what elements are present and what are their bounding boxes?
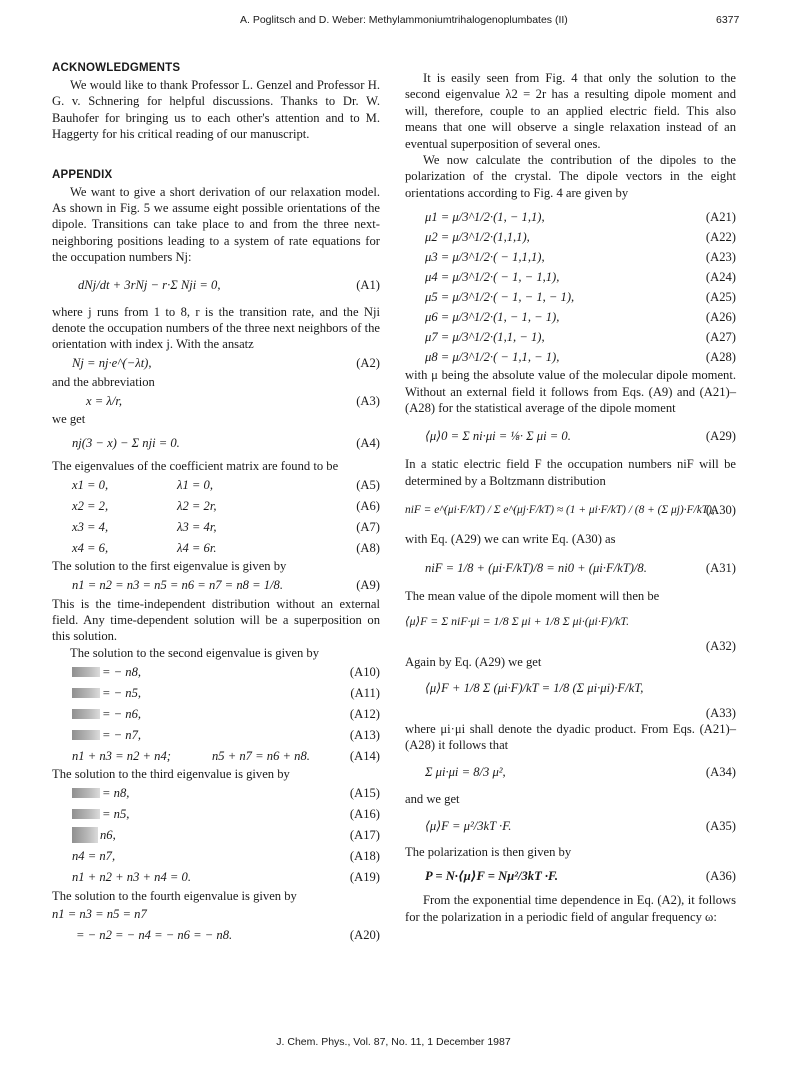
equation-number: (A1) bbox=[356, 277, 380, 292]
equation-a34-body: Σ μi·μi = 8/3 μ², bbox=[425, 765, 506, 780]
equation-a30 bbox=[405, 489, 736, 531]
equation-dipole-vector bbox=[405, 267, 736, 287]
equation-a32-number-row bbox=[405, 638, 736, 654]
running-header bbox=[0, 14, 787, 30]
equation-rhs: = − n7, bbox=[102, 727, 142, 742]
equation-number: (A26) bbox=[705, 310, 736, 325]
equation-number: (A25) bbox=[705, 290, 736, 305]
equation-a20-lhs: n1 = n3 = n5 = n7 bbox=[52, 907, 147, 922]
equation-number: (A18) bbox=[349, 849, 380, 864]
equation-dipole-vector bbox=[405, 227, 736, 247]
equation-rhs: = − n6, bbox=[102, 706, 142, 721]
equation-a29 bbox=[405, 416, 736, 456]
equation-a4-body: nj(3 − x) − Σ nji = 0. bbox=[72, 435, 180, 450]
equation-a18 bbox=[52, 846, 380, 867]
equation-rhs: λ3 = 4r, bbox=[177, 519, 217, 534]
equation-a15 bbox=[52, 783, 380, 804]
equation-rhs: = − n5, bbox=[102, 685, 142, 700]
equation-number: (A9) bbox=[356, 578, 380, 592]
acknowledgments-text: We would like to thank Professor L. Genzel and Professor H. G. v. Schnering for helpful discussions. Thanks to Dr. W. Bauhofer for bringing us to each other's attention and to M. Haggerty for his critical reading of our manuscript. bbox=[52, 78, 380, 142]
equation-number: (A4) bbox=[356, 435, 380, 450]
equation-number: (A19) bbox=[349, 870, 380, 885]
equation-a35-body: ⟨μ⟩F = μ²/3kT ·F. bbox=[425, 818, 512, 833]
appendix-paragraph: and the abbreviation bbox=[52, 374, 155, 389]
running-title: A. Poglitsch and D. Weber: Methylammoniumtrihalogenoplumbates (II) bbox=[240, 14, 568, 26]
equation-number: (A10) bbox=[349, 664, 380, 679]
equation-dipole-vector bbox=[405, 207, 736, 227]
body-paragraph: In a static electric field F the occupation numbers niF will be determined by a Boltzmann distribution bbox=[405, 457, 736, 488]
equation-number: (A33) bbox=[705, 705, 736, 720]
equation-lhs: μ5 = μ/3^1/2·( − 1, − 1, − 1), bbox=[425, 290, 575, 305]
equation-a12 bbox=[52, 703, 380, 724]
dipole-vector-list bbox=[405, 207, 736, 367]
body-paragraph: The mean value of the dipole moment will then be bbox=[405, 588, 660, 603]
appendix-paragraph: The solution to the third eigenvalue is given by bbox=[52, 767, 290, 782]
equation-lhs: μ1 = μ/3^1/2·(1, − 1,1), bbox=[425, 210, 545, 225]
equation-a31 bbox=[405, 548, 736, 588]
body-paragraph: The polarization is then given by bbox=[405, 844, 572, 859]
equation-lhs: μ8 = μ/3^1/2·( − 1,1, − 1), bbox=[425, 350, 560, 365]
equation-a9-body: n1 = n2 = n3 = n5 = n6 = n7 = n8 = 1/8. bbox=[72, 578, 283, 592]
equation-dipole-vector bbox=[405, 347, 736, 367]
equation-a8 bbox=[52, 537, 380, 558]
equation-lhs: μ7 = μ/3^1/2·(1,1, − 1), bbox=[425, 330, 545, 345]
equation-dipole-vector bbox=[405, 247, 736, 267]
equation-lhs: x1 = 0, bbox=[72, 477, 109, 492]
equation-number: (A34) bbox=[705, 765, 736, 780]
equation-a19-body: n1 + n2 + n3 + n4 = 0. bbox=[72, 870, 192, 885]
equation-a1-body: dNj/dt + 3rNj − r·Σ Nji = 0, bbox=[78, 277, 221, 292]
smudge-mark bbox=[72, 730, 100, 740]
equation-number: (A11) bbox=[350, 685, 380, 700]
equation-rhs: = n8, bbox=[102, 786, 130, 801]
equation-number: (A2) bbox=[356, 356, 380, 371]
equation-number: (A16) bbox=[349, 807, 380, 822]
smudge-mark bbox=[72, 667, 100, 677]
equation-a3-body: x = λ/r, bbox=[86, 393, 122, 408]
equation-a10 bbox=[52, 661, 380, 682]
appendix-paragraph: The eigenvalues of the coefficient matrix are found to be bbox=[52, 458, 339, 473]
appendix-heading: APPENDIX bbox=[52, 168, 113, 181]
equation-number: (A6) bbox=[356, 498, 380, 513]
equation-number: (A31) bbox=[705, 560, 736, 575]
equation-a20-line2 bbox=[52, 925, 380, 946]
smudge-mark bbox=[72, 688, 100, 698]
equation-rhs: n6, bbox=[100, 828, 116, 843]
equation-a17 bbox=[52, 825, 380, 846]
left-column bbox=[52, 62, 380, 946]
appendix-paragraph: The solution to the fourth eigenvalue is given by bbox=[52, 888, 297, 903]
equation-lhs: μ3 = μ/3^1/2·( − 1,1,1), bbox=[425, 250, 545, 265]
body-paragraph: From the exponential time dependence in Eq. (A2), it follows for the polarization in a periodic field of angular frequency ω: bbox=[405, 893, 736, 924]
equation-a1 bbox=[52, 266, 380, 304]
smudge-mark bbox=[72, 809, 100, 819]
equation-a6 bbox=[52, 495, 380, 516]
equation-number: (A30) bbox=[705, 503, 736, 518]
journal-footer: J. Chem. Phys., Vol. 87, No. 11, 1 December 1987 bbox=[276, 1036, 511, 1048]
equation-lhs: μ4 = μ/3^1/2·( − 1, − 1,1), bbox=[425, 270, 560, 285]
equation-number: (A22) bbox=[705, 230, 736, 245]
equation-a3 bbox=[52, 390, 380, 411]
equation-number: (A14) bbox=[349, 748, 380, 763]
equation-rhs: λ2 = 2r, bbox=[177, 498, 217, 513]
body-paragraph: We now calculate the contribution of the dipoles to the polarization of the crystal. The dipole vectors in the eight orientations according to Fig. 4 are given by bbox=[405, 153, 736, 200]
equation-a29-body: ⟨μ⟩0 = Σ ni·μi = ⅛· Σ μi = 0. bbox=[425, 429, 571, 444]
appendix-paragraph: The solution to the second eigenvalue is given by bbox=[70, 645, 320, 660]
equation-dipole-vector bbox=[405, 287, 736, 307]
equation-number: (A13) bbox=[349, 727, 380, 742]
smudge-mark bbox=[72, 827, 98, 843]
equation-number: (A36) bbox=[705, 869, 736, 884]
equation-rhs: = n5, bbox=[102, 807, 130, 822]
right-column bbox=[405, 70, 736, 925]
equation-number: (A8) bbox=[356, 540, 380, 555]
equation-dipole-vector bbox=[405, 307, 736, 327]
body-paragraph: and we get bbox=[405, 792, 460, 807]
equation-a7 bbox=[52, 516, 380, 537]
equation-dipole-vector bbox=[405, 327, 736, 347]
equation-lhs: n1 + n3 = n2 + n4; bbox=[72, 748, 171, 763]
equation-lhs: x4 = 6, bbox=[72, 540, 109, 555]
appendix-paragraph: We want to give a short derivation of our relaxation model. As shown in Fig. 5 we assume eight possible orientations of the dipole. Transitions can take place to and from the three next-neighboring positions leading to a system of rate equations for the occupation numbers Nj: bbox=[52, 184, 380, 265]
body-paragraph: Again by Eq. (A29) we get bbox=[405, 655, 542, 670]
body-paragraph: where μi·μi shall denote the dyadic product. From Eqs. (A21)–(A28) it follows that bbox=[405, 721, 736, 752]
equation-a35 bbox=[405, 808, 736, 844]
appendix-paragraph: we get bbox=[52, 412, 86, 427]
equation-rhs: n5 + n7 = n6 + n8. bbox=[212, 748, 310, 763]
equation-number: (A5) bbox=[356, 477, 380, 492]
equation-rhs: = − n8, bbox=[102, 664, 142, 679]
equation-a13 bbox=[52, 724, 380, 745]
equation-a32-body: ⟨μ⟩F = Σ niF·μi = 1/8 Σ μi + 1/8 Σ μi·(μi·F)/kT. bbox=[405, 614, 630, 629]
equation-number: (A28) bbox=[705, 350, 736, 365]
equation-a33-body: ⟨μ⟩F + 1/8 Σ (μi·F)/kT = 1/8 (Σ μi·μi)·F/kT, bbox=[425, 680, 644, 695]
equation-a14 bbox=[52, 745, 380, 766]
equation-a4 bbox=[52, 428, 380, 458]
equation-rhs: λ1 = 0, bbox=[177, 477, 213, 492]
page-number: 6377 bbox=[716, 14, 740, 26]
body-paragraph: with μ being the absolute value of the molecular dipole moment. Without an external field it follows from Eqs. (A9) and (A21)–(A28) for the statistical average of the dipole moment bbox=[405, 368, 736, 416]
equation-number: (A32) bbox=[705, 639, 736, 654]
equation-a18-body: n4 = n7, bbox=[72, 849, 116, 864]
appendix-paragraph: The solution to the first eigenvalue is given by bbox=[52, 559, 287, 574]
smudge-mark bbox=[72, 788, 100, 798]
equation-number: (A21) bbox=[705, 210, 736, 225]
equation-a32 bbox=[405, 604, 736, 638]
equation-a20-rhs: = − n2 = − n4 = − n6 = − n8. bbox=[76, 928, 233, 943]
equation-lhs: x3 = 4, bbox=[72, 519, 109, 534]
equation-a36 bbox=[405, 860, 736, 892]
equation-a30-body: niF = e^(μi·F/kT) / Σ e^(μj·F/kT) ≈ (1 + μi·F/kT) / (8 + (Σ μj)·F/kT), bbox=[405, 504, 715, 517]
equation-number: (A23) bbox=[705, 250, 736, 265]
equation-number: (A7) bbox=[356, 519, 380, 534]
equation-a2 bbox=[52, 353, 380, 374]
equation-number: (A35) bbox=[705, 818, 736, 833]
equation-a33 bbox=[405, 671, 736, 705]
acknowledgments-heading: ACKNOWLEDGMENTS bbox=[52, 62, 181, 74]
equation-lhs: μ2 = μ/3^1/2·(1,1,1), bbox=[425, 230, 530, 245]
equation-a31-body: niF = 1/8 + (μi·F/kT)/8 = ni0 + (μi·F/kT)/8. bbox=[425, 560, 647, 575]
equation-rhs: λ4 = 6r. bbox=[177, 540, 217, 555]
equation-a36-body: P = N·⟨μ⟩F = Nμ²/3kT ·F. bbox=[425, 869, 558, 884]
equation-number: (A27) bbox=[705, 330, 736, 345]
smudge-mark bbox=[72, 709, 100, 719]
appendix-paragraph: This is the time-independent distribution without an external field. Any time-dependent solution will be a superposition on this solution. bbox=[52, 596, 380, 644]
equation-number: (A3) bbox=[356, 393, 380, 408]
equation-number: (A17) bbox=[349, 828, 380, 843]
equation-number: (A24) bbox=[705, 270, 736, 285]
body-paragraph: with Eq. (A29) we can write Eq. (A30) as bbox=[405, 532, 616, 547]
equation-a20-line1 bbox=[52, 904, 380, 925]
equation-number: (A20) bbox=[349, 928, 380, 943]
equation-a19 bbox=[52, 867, 380, 888]
appendix-paragraph: where j runs from 1 to 8, r is the transition rate, and the Nji denote the occupation numbers of the three next neighbors of the orientation with index j. With the ansatz bbox=[52, 304, 380, 352]
equation-a34 bbox=[405, 753, 736, 791]
equation-lhs: x2 = 2, bbox=[72, 498, 109, 513]
equation-number: (A12) bbox=[349, 706, 380, 721]
body-paragraph: It is easily seen from Fig. 4 that only the solution to the second eigenvalue λ2 = 2r has a resulting dipole moment and will, therefore, couple to an applied electric field. This also means that one will observe a single relaxation instead of an eventual superposition of several ones. bbox=[405, 71, 736, 151]
equation-a11 bbox=[52, 682, 380, 703]
equation-a16 bbox=[52, 804, 380, 825]
equation-lhs: μ6 = μ/3^1/2·(1, − 1, − 1), bbox=[425, 310, 560, 325]
equation-number: (A29) bbox=[705, 429, 736, 444]
equation-a33-number-row bbox=[405, 705, 736, 721]
equation-a9 bbox=[52, 575, 380, 596]
equation-number: (A15) bbox=[349, 786, 380, 801]
equation-a2-body: Nj = nj·e^(−λt), bbox=[72, 356, 152, 371]
equation-a5 bbox=[52, 474, 380, 495]
